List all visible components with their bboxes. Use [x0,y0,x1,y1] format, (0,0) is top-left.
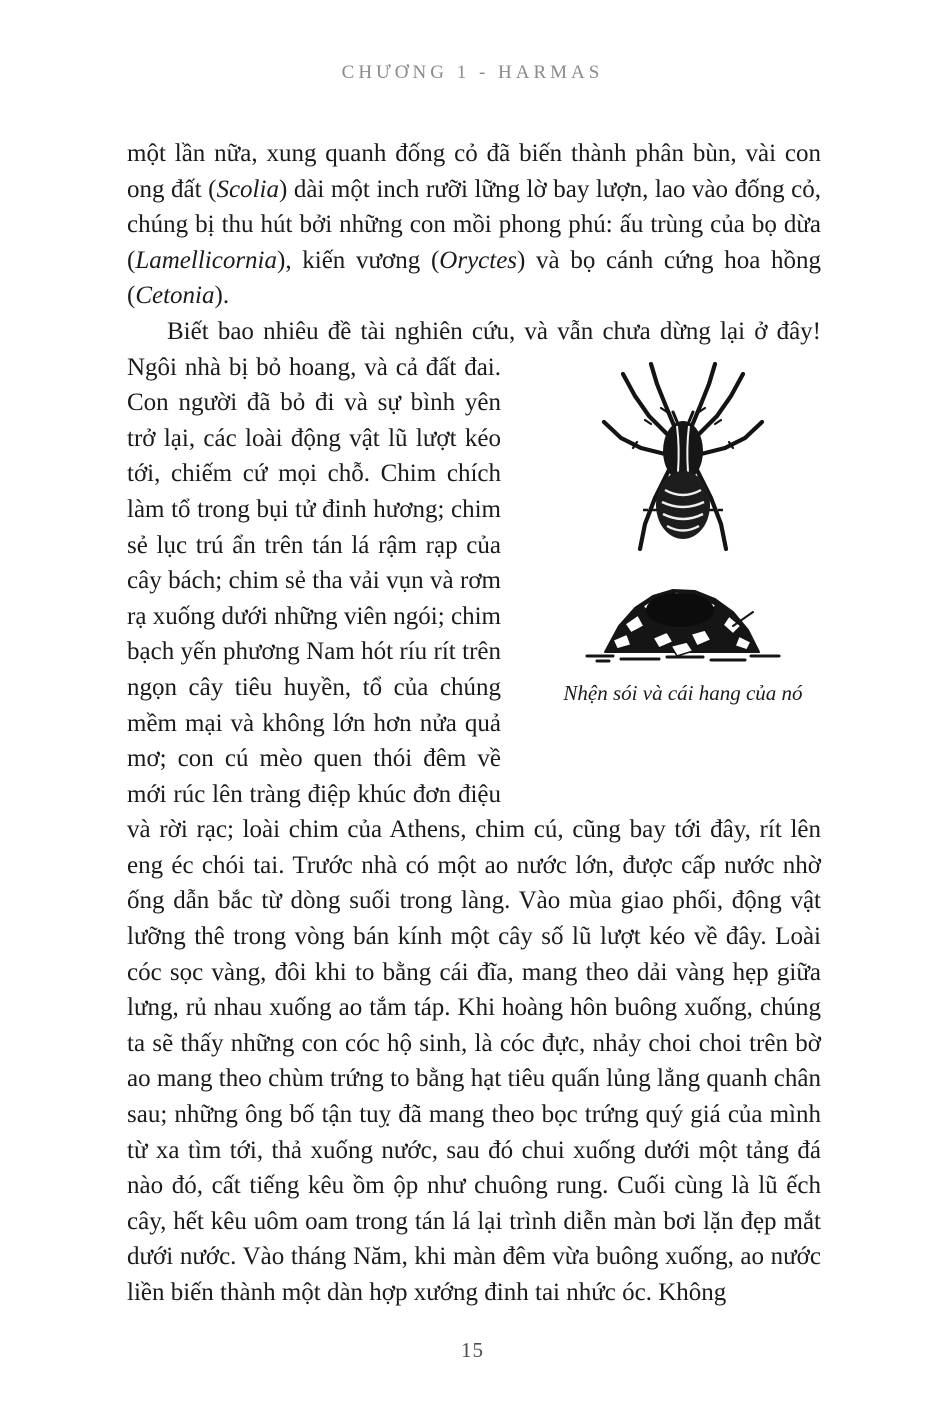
paragraph-2-lead: Biết bao nhiêu đề tài nghiên cứu, và vẫn chưa dừng lại ở đây! [167,317,821,345]
running-header: CHƯƠNG 1 - HARMAS [341,62,604,83]
body-text [127,136,821,1311]
figure-wolf-spider [545,352,821,780]
paragraph-2-rest: Ngôi nhà bị bỏ hoang, và cả đất đai. Con người đã bỏ đi và sự bình yên trở lại, các loài động vật lũ lượt kéo tới, chiếm cứ mọi chỗ. Chim chích làm tổ trong bụi tử đinh hương; chim sẻ lục trú ẩn trên tán lá rậm rạp của cây bách; chim sẻ tha vải vụn và rơm rạ xuống dưới những viên ngói; chim bạch yến phương Nam hót ríu rít trên ngọn cây tiêu huyền, tổ của chúng mềm mại và không lớn hơn nửa quả mơ; con cú mèo quen thói đêm về mới rúc lên tràng điệp khúc đơn điệu và rời rạc; loài chim của Athens, chim cú, cũng bay tới đây, rít lên eng éc chói tai. Trước nhà có một ao nước lớn, được cấp nước nhờ ống dẫn bắc từ dòng suối trong làng. Vào mùa giao phối, động vật lưỡng thê trong vòng bán kính một cây số lũ lượt kéo về đây. Loài cóc sọc vàng, đôi khi to bằng cái đĩa, mang theo dải vàng hẹp giữa lưng, rủ nhau xuống ao tắm táp. Khi hoàng hôn buông xuống, chúng ta sẽ thấy những con cóc hộ sinh, là cóc đực, nhảy choi choi trên bờ ao mang theo chùm trứng to bằng hạt tiêu quấn lủng lẳng quanh chân sau; những ông bố tận tuỵ đã mang theo bọc trứng quý giá của mình từ xa tìm tới, thả xuống nước, sau đó chui xuống dưới một tảng đá nào đó, cất tiếng kêu ồm ộp như chuông rung. Cuối cùng là lũ ếch cây, hết kêu uôm oam trong tán lá lại trình diễn màn bơi lặn đẹp mắt dưới nước. Vào tháng Năm, khi màn đêm vừa buông xuống, ao nước liền biến thành một dàn hợp xướng đinh tai nhức óc. Không [127,353,821,1306]
paragraph-1-text: một lần nữa, xung quanh đống cỏ đã biến thành phân bùn, vài con ong đất (Scolia) dài một inch rưỡi lững lờ bay lượn, lao vào đống cỏ, chúng bị thu hút bởi những con mồi phong phú: ấu trùng của bọ dừa (Lamellicornia), kiến vương (Oryctes) và bọ cánh cứng hoa hồng (Cetonia). [127,140,822,310]
wolf-spider-illustration [599,358,767,554]
page-number: 15 [461,1338,484,1362]
paragraph-1 [127,136,821,314]
paragraph-2 [127,314,821,1311]
burrow-mound-illustration [583,568,783,664]
figure-caption: Nhện sói và cái hang của nó [563,680,803,705]
